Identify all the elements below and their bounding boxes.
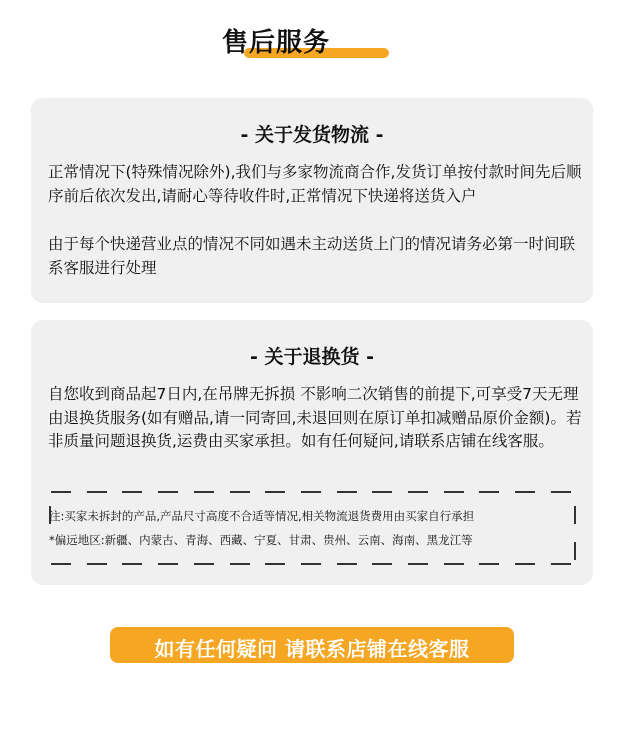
remote-area-note: *偏远地区:新疆、内蒙古、青海、西藏、宁夏、甘肃、贵州、云南、海南、黑龙江等 <box>49 533 473 547</box>
return-note: 注:买家未拆封的产品,产品尺寸高度不合适等情况,相关物流退货费用由买家自行承担 <box>49 509 475 523</box>
dashed-divider-bottom <box>51 563 571 565</box>
returns-paragraph: 自您收到商品起7日内,在吊牌无拆损 不影响二次销售的前提下,可享受7天无理由退换货服务(如有赠品,请一同寄回,未退回则在原订单扣减赠品原价金额)。若非质量问题退换货,运费由买家承担。如有任何疑问,请联系店铺在线客服。 <box>48 385 582 450</box>
contact-service-banner <box>110 627 514 663</box>
page-title: 售后服务 <box>222 28 331 58</box>
note-border-right-lower <box>574 542 576 560</box>
returns-heading: - 关于退换货 - <box>249 346 374 368</box>
note-border-right <box>574 506 576 524</box>
shipping-heading: - 关于发货物流 - <box>240 124 384 146</box>
page-title-block <box>222 22 392 66</box>
shipping-card <box>31 98 593 303</box>
contact-service-text: 如有任何疑问 请联系店铺在线客服 <box>154 637 470 661</box>
returns-card <box>31 320 593 585</box>
shipping-paragraph-2: 由于每个快递营业点的情况不同如遇未主动送货上门的情况请务必第一时间联系客服进行处理 <box>48 235 576 277</box>
shipping-paragraph-1: 正常情况下(特殊情况除外),我们与多家物流商合作,发货订单按付款时间先后顺序前后依次发出,请耐心等待收件时,正常情况下快递将送货入户 <box>48 163 582 205</box>
dashed-divider-top <box>51 491 571 493</box>
